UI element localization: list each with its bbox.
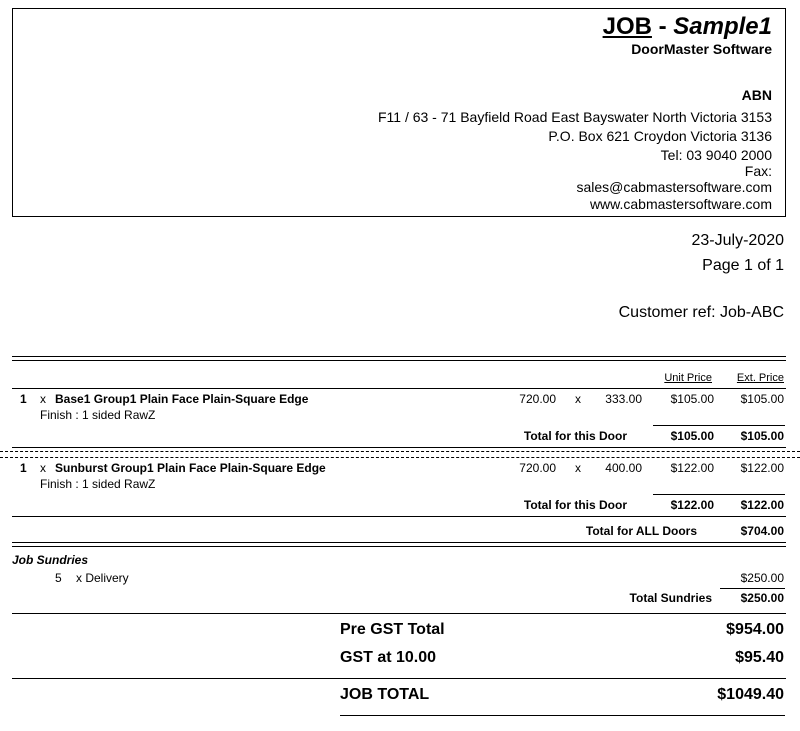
address-line-2: P.O. Box 621 Croydon Victoria 3136 <box>548 128 772 144</box>
door-height: 720.00 <box>519 461 556 475</box>
email: sales@cabmastersoftware.com <box>576 179 772 195</box>
door-times: x <box>40 461 46 475</box>
door-finish: Finish : 1 sided RawZ <box>40 408 156 422</box>
website: www.cabmastersoftware.com <box>589 196 772 212</box>
door-total-label: Total for this Door <box>523 498 627 512</box>
abn-label: ABN <box>741 87 772 103</box>
fax: Fax: <box>744 163 772 179</box>
door-qty: 1 <box>20 461 27 475</box>
door-width: 400.00 <box>605 461 642 475</box>
door-by: x <box>575 392 581 406</box>
door-ext-price: $105.00 <box>740 392 784 406</box>
door-total-ext: $105.00 <box>740 429 784 443</box>
sundry-qty: 5 <box>55 571 62 585</box>
door-bottom-rule <box>12 447 786 448</box>
sundry-value: $250.00 <box>740 571 784 585</box>
door-description: Sunburst Group1 Plain Face Plain-Square Edge <box>55 461 326 475</box>
door-qty: 1 <box>20 392 27 406</box>
column-ext-price: Ext. Price <box>736 372 784 384</box>
door-ext-price: $122.00 <box>740 461 784 475</box>
door-width: 333.00 <box>605 392 642 406</box>
door-by: x <box>575 461 581 475</box>
sundry-description: x Delivery <box>76 571 129 585</box>
door-total-rule <box>653 494 785 495</box>
customer-reference: Customer ref: Job-ABC <box>618 304 784 321</box>
door-total-unit: $122.00 <box>670 498 714 512</box>
job-total-label: JOB TOTAL <box>340 686 430 703</box>
column-rule <box>12 388 786 389</box>
sundries-total-rule <box>720 588 785 589</box>
sundries-bottom-rule <box>12 613 786 614</box>
sundries-total-label: Total Sundries <box>629 591 712 605</box>
all-doors-total-label: Total for ALL Doors <box>585 524 697 538</box>
telephone: Tel: 03 9040 2000 <box>660 147 772 163</box>
company-header-box <box>12 8 786 217</box>
page-number: Page 1 of 1 <box>702 257 784 274</box>
job-total-rule <box>340 715 785 716</box>
gst-label: GST at 10.00 <box>340 649 437 666</box>
all-doors-double-rule <box>12 542 786 547</box>
door-finish: Finish : 1 sided RawZ <box>40 477 156 491</box>
door-total-unit: $105.00 <box>670 429 714 443</box>
header-double-rule <box>12 356 786 361</box>
address-line-1: F11 / 63 - 71 Bayfield Road East Bayswater North Victoria 3153 <box>377 109 772 125</box>
company-name: DoorMaster Software <box>631 41 772 57</box>
door-times: x <box>40 392 46 406</box>
column-unit-price: Unit Price <box>664 372 712 384</box>
door-total-rule <box>653 425 785 426</box>
door-total-label: Total for this Door <box>523 429 627 443</box>
totals-rule <box>12 678 786 679</box>
document-title: JOB - Sample1 <box>602 13 772 40</box>
door-description: Base1 Group1 Plain Face Plain-Square Edge <box>55 392 309 406</box>
all-doors-total-value: $704.00 <box>740 524 784 538</box>
pre-gst-value: $954.00 <box>726 621 784 638</box>
door-height: 720.00 <box>519 392 556 406</box>
sundries-total-value: $250.00 <box>740 591 784 605</box>
sundries-heading: Job Sundries <box>12 553 89 567</box>
job-total-value: $1049.40 <box>717 686 784 703</box>
door-total-ext: $122.00 <box>740 498 784 512</box>
document-date: 23-July-2020 <box>691 232 784 249</box>
pre-gst-label: Pre GST Total <box>340 621 445 638</box>
door-separator <box>0 451 800 458</box>
door-bottom-rule <box>12 516 786 517</box>
door-unit-price: $122.00 <box>670 461 714 475</box>
gst-value: $95.40 <box>735 649 784 666</box>
door-unit-price: $105.00 <box>670 392 714 406</box>
